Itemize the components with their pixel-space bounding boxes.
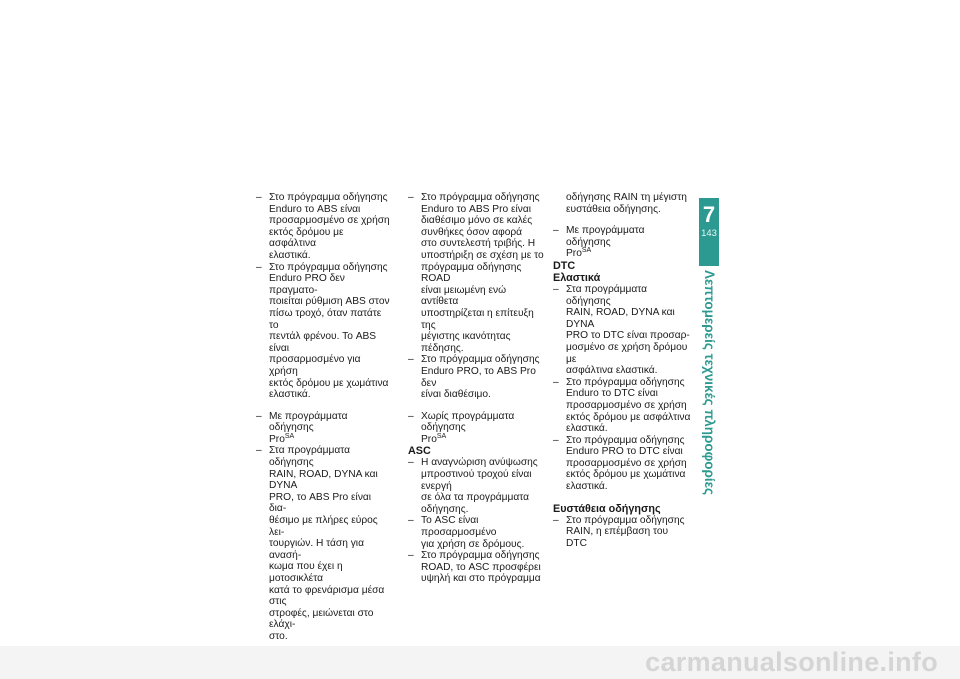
dash-marker: – <box>256 445 262 457</box>
dash-marker: – <box>553 283 559 295</box>
text-line: ελαστικά. <box>269 249 311 261</box>
dash-marker: – <box>256 192 262 203</box>
text-line: ROAD, το ASC προσφέρει <box>421 561 541 573</box>
section-heading-dtc: DTC <box>553 259 576 272</box>
dash-marker: – <box>553 376 559 388</box>
text-column-1 <box>256 192 391 643</box>
item-text <box>566 515 691 550</box>
text-line: προσαρμοσμένο για χρήση <box>269 354 361 377</box>
list-item <box>553 225 691 260</box>
text-line: οδήγησης. <box>421 503 469 515</box>
text-line: για χρήση σε δρόμους. <box>421 538 525 550</box>
text-line: Στο πρόγραμμα οδήγησης <box>421 354 540 366</box>
text-line: Το ASC είναι προσαρμοσμένο <box>421 515 497 539</box>
text-line: υψηλή και στο πρόγραμμα <box>421 573 541 585</box>
text-line: ευστάθεια οδήγησης. <box>566 203 661 215</box>
text-line: Χωρίς προγράμματα οδήγησης <box>421 410 515 434</box>
text-line: είναι διαθέσιμο. <box>421 389 491 401</box>
list-item <box>553 377 691 435</box>
text-line: Στα προγράμματα οδήγησης <box>269 445 351 469</box>
chapter-number: 7 <box>702 202 716 227</box>
dash-marker: – <box>256 410 262 422</box>
text-line: είναι μειωμένη ενώ αντίθετα <box>421 284 507 308</box>
item-text <box>421 354 546 400</box>
list-item <box>256 445 391 642</box>
dash-marker: – <box>408 457 414 469</box>
section-title-text: Λεπτομερείς τεχνικές πληροφορίες <box>702 270 717 496</box>
dash-marker: – <box>408 410 414 422</box>
dash-marker: – <box>256 261 262 273</box>
text-line: Στο πρόγραμμα οδήγησης <box>269 261 388 273</box>
text-line: RAIN, ROAD, DYNA και DYNA <box>566 307 675 330</box>
section-heading-stability: Ευστάθεια οδήγησης <box>553 502 661 515</box>
text-line: Enduro το ABS είναι <box>269 203 361 215</box>
subheading-tires: Ελαστικά <box>553 271 601 284</box>
text-line: κωμα που έχει η μοτοσικλέτα <box>269 561 343 584</box>
text-line: PRO, το ABS Pro είναι δια- <box>269 491 372 515</box>
item-text <box>421 457 546 515</box>
text-column-3 <box>553 192 691 549</box>
list-item <box>553 284 691 377</box>
text-line: κατά το φρενάρισμα μέσα στις <box>269 584 385 608</box>
text-line: σε όλα τα προγράμματα <box>421 492 530 504</box>
text-line: οδήγησης RAIN τη μέγιστη <box>566 192 687 203</box>
text-line: RAIN, η επέμβαση του DTC <box>566 526 669 549</box>
list-item <box>408 354 546 400</box>
text-line: στο συντελεστή τριβής. Η <box>421 238 536 250</box>
text-line: Pro$^{SA}$ <box>566 247 592 260</box>
text-line: εκτός δρόμου με ασφάλτινα <box>566 411 691 423</box>
text-line: Enduro το ABS Pro είναι <box>421 203 532 215</box>
text-line: πεντάλ φρένου. Το ABS είναι <box>269 331 377 354</box>
text-line: πρόγραμμα οδήγησης ROAD <box>421 261 522 285</box>
item-text <box>421 550 546 585</box>
list-item <box>256 262 391 401</box>
text-line: ποιείται ρύθμιση ABS στον <box>269 296 390 308</box>
list-item <box>553 515 691 550</box>
text-line: προσαρμοσμένο σε χρήση <box>566 457 687 469</box>
text-line: ασφάλτινα ελαστικά. <box>566 365 658 377</box>
text-line: υποστήριξη σε σχέση με το <box>421 249 544 261</box>
text-line: μέγιστης ικανότητας πέδησης. <box>421 331 511 354</box>
text-line: ελαστικά. <box>566 423 608 435</box>
text-column-2 <box>408 192 546 585</box>
item-text <box>421 515 546 550</box>
list-item <box>256 411 391 446</box>
text-line: Enduro PRO, το ABS Pro δεν <box>421 365 536 389</box>
dash-marker: – <box>553 434 559 446</box>
item-text <box>566 435 691 493</box>
text-line: Η αναγνώριση ανύψωσης <box>421 457 538 469</box>
chapter-tab <box>699 198 719 266</box>
text-line: Pro$^{SA}$ <box>421 432 447 445</box>
item-text <box>421 192 546 354</box>
text-line: ελαστικά. <box>566 481 608 493</box>
text-line: εκτός δρόμου με χωμάτινα <box>566 469 686 481</box>
list-item <box>408 192 546 354</box>
list-item <box>408 515 546 550</box>
dash-marker: – <box>553 514 559 526</box>
superscript-label: SA <box>284 432 295 440</box>
list-item <box>256 192 391 262</box>
text-line: Στο πρόγραμμα οδήγησης <box>566 434 685 446</box>
text-line: Με προγράμματα οδήγησης <box>269 410 348 434</box>
dash-marker: – <box>408 515 414 527</box>
item-text <box>269 445 391 642</box>
item-text <box>269 411 391 446</box>
text-line: RAIN, ROAD, DYNA και DYNA <box>269 468 378 492</box>
list-item <box>553 435 691 493</box>
watermark-text: carmanualsonline.info <box>645 647 938 677</box>
text-line: Στο πρόγραμμα οδήγησης <box>566 376 685 388</box>
superscript-label: SA <box>581 247 592 255</box>
text-line: Με προγράμματα οδήγησης <box>566 225 645 248</box>
text-line: Enduro το DTC είναι <box>566 388 658 400</box>
list-item <box>408 550 546 585</box>
dash-marker: – <box>408 192 414 203</box>
text-line: προσαρμοσμένο σε χρήση <box>269 215 390 227</box>
text-line: Enduro PRO το DTC είναι <box>566 446 683 458</box>
text-line: πίσω τροχό, όταν πατάτε το <box>269 307 382 331</box>
text-line: θέσιμο με πλήρες εύρος λει- <box>269 515 378 538</box>
text-line: Στο πρόγραμμα οδήγησης <box>566 514 685 526</box>
continued-text <box>553 192 691 215</box>
list-item <box>408 457 546 515</box>
text-line: PRO το DTC είναι προσαρ- <box>566 330 690 342</box>
section-title-vertical <box>700 270 718 496</box>
dash-marker: – <box>553 225 559 237</box>
text-line: Στα προγράμματα οδήγησης <box>566 283 648 307</box>
item-text <box>566 284 691 377</box>
text-line: στροφές, μειώνεται στο ελάχι- <box>269 607 374 631</box>
text-line: Στο πρόγραμμα οδήγησης <box>269 192 388 203</box>
text-line: προσαρμοσμένο σε χρήση <box>566 399 687 411</box>
item-text <box>269 192 391 262</box>
text-line: Στο πρόγραμμα οδήγησης <box>421 192 540 203</box>
text-line: Στο πρόγραμμα οδήγησης <box>421 550 540 562</box>
superscript-label: SA <box>436 432 447 440</box>
text-line: υποστηρίζεται η επίτευξη της <box>421 307 534 331</box>
text-line: διαθέσιμο μόνο σε καλές <box>421 215 533 227</box>
section-heading-asc: ASC <box>408 445 431 458</box>
item-text <box>269 262 391 401</box>
text-line: τουργιών. Η τάση για ανασή- <box>269 538 364 561</box>
text-line: εκτός δρόμου με χωμάτινα <box>269 377 389 389</box>
item-text <box>566 225 691 260</box>
text-line: εκτός δρόμου με ασφάλτινα <box>269 226 344 250</box>
text-line: στο. <box>269 630 288 642</box>
text-line: Enduro PRO δεν πραγματο- <box>269 273 345 296</box>
dash-marker: – <box>408 550 414 562</box>
list-item <box>408 411 546 446</box>
dash-marker: – <box>408 354 414 366</box>
item-text <box>421 411 546 446</box>
text-line: μοσμένο σε χρήση δρόμου με <box>566 341 688 365</box>
text-line: Pro$^{SA}$ <box>269 432 295 445</box>
page-number: 143 <box>701 228 717 239</box>
text-line: μπροστινού τροχού είναι ενεργή <box>421 469 532 492</box>
item-text <box>566 377 691 435</box>
text-line: συνθήκες όσον αφορά <box>421 226 523 238</box>
watermark-bar <box>0 646 960 679</box>
text-line: ελαστικά. <box>269 389 311 401</box>
